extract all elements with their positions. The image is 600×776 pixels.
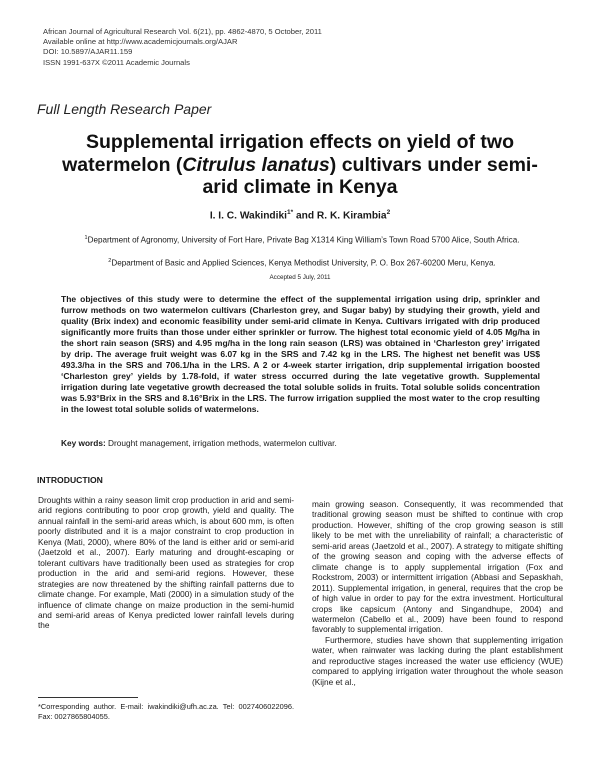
author-1: I. I. C. Wakindiki (209, 210, 287, 222)
affiliation-1-text: Department of Agronomy, University of Fort Hare, Private Bag X1314 King William’s Town Road 5700 Alice, South Africa. (87, 235, 520, 245)
body-paragraph: Furthermore, studies have shown that supplementing irrigation water, when rainwater was lacking during the plant establishment and reproductive stages increased the water use efficiency (WUE) compared to applying irrigation water throughout the whole season (Kijne et al., (312, 634, 563, 687)
journal-availability: Available online at http://www.academicjournals.org/AJAR (43, 37, 238, 47)
title-part-2: ) cultivars under semi-arid climate in Kenya (202, 153, 538, 198)
author-list (0, 209, 600, 221)
author-2-marker: 2 (386, 209, 391, 216)
title-part-1: Supplemental irrigation effects on yield of two watermelon ( (62, 131, 514, 176)
abstract: The objectives of this study were to determine the effect of the supplemental irrigation using drip, sprinkler and furrow methods on two watermelon cultivars (Charleston grey, and Sugar baby) by studying their growth, yield and quality (Brix index) and economic feasibility under semi-arid climate in Kenya. Cultivars irrigated with drip produced significantly more fruits than those under either sprinkler or furrow. The highest total economic yield of 4.05 Mg/ha in the short rain season (SRS) and 4.95 mg/ha in the long rain season (LRS) was obtained in ‘Charleston grey’ irrigated by drip. The average fruit weight was 6.07 kg in the SRS and 7.42 kg in the LRS. The highest net benefit was US$ 493.3/ha in the SRS and 706.1/ha in the LRS. A 2 or 4-week starter irrigation, drip supplemental irrigation boosted ‘Charleston grey’ yields by 1.78-fold, if water stress occurred during the late vegetative growth. Supplemental irrigation during late vegetative growth decreased the total soluble solids in fruits. Total soluble solids concentration was 5.93°Brix in the SRS and 8.16°Brix in the LRS. The furrow irrigation supplied the most water to the crop resulting in the lowest total soluble solids of watermelons. (61, 294, 540, 415)
section-heading: INTRODUCTION (37, 475, 103, 485)
affiliation-1 (52, 233, 552, 246)
title-species: Citrulus lanatus (182, 153, 330, 176)
affiliation-1-marker: 1 (84, 235, 88, 241)
footnote-divider (38, 697, 138, 698)
affiliation-2-text: Department of Basic and Applied Sciences, Kenya Methodist University, P. O. Box 267-60200 Meru, Kenya. (111, 258, 496, 268)
body-paragraph: main growing season. Consequently, it was recommended that traditional growing season must be shifted to continue with crop production. However, shifting of the crop growing season is still likely to be met with the unreliability of rainfall; a characteristic of semi-arid areas (Jaetzold et al., 2007). A strategy to mitigate shifting of the growing season and coping with the adverse effects of climate change is to apply supplemental irrigation (Fox and Rockstrom, 2003) or intermittent irrigation (Abbasi and Sepaskhah, 2011). Supplemental irrigation, in general, requires that the crop be of high value in order to pay for the extra investment. Horticultural crops like capsicum (Antony and Singandhupe, 2004) and watermelon (Cabello et al., 2009) have been found to respond favorably to supplemental irrigation. (312, 499, 563, 635)
paper-title (62, 131, 538, 199)
author-conjunction: and (293, 210, 317, 222)
paper-type: Full Length Research Paper (37, 101, 212, 117)
keywords (61, 438, 540, 448)
author-1-marker: 1* (286, 209, 294, 216)
affiliation-2-marker: 2 (108, 258, 112, 264)
keywords-label: Key words: (61, 438, 106, 448)
accepted-date: Accepted 5 July, 2011 (269, 274, 331, 281)
doi: DOI: 10.5897/AJAR11.159 (43, 47, 133, 57)
journal-header (43, 27, 322, 68)
body-column-left: Droughts within a rainy season limit crop production in arid and semi-arid regions contributing to poor crop growth, yield and quality. The annual rainfall in the semi-arid areas which, is about 600 mm, is often poorly distributed and it is a major constraint to crop production in Kenya (Mati, 2000), where 80% of the land is either arid or semi-arid (Jaetzold et al., 2007). Early maturing and drought-escaping or tolerant cultivars have traditionally been used as strategies for crop production in the arid and semi-arid regions. However, these strategies are now threatened by the shifting rainfall patterns due to climate change. For example, Mati (2000) in a simulation study of the influence of climate change on maize production in the semi-humid and semi-arid areas of Kenya predicted lower rainfall levels during the (38, 495, 294, 631)
corresponding-author-footnote: *Corresponding author. E-mail: iwakindiki@ufh.ac.za. Tel: 0027406022096. Fax: 0027865804055. (38, 702, 294, 721)
affiliation-2 (52, 256, 552, 269)
keywords-text: Drought management, irrigation methods, watermelon cultivar. (105, 438, 337, 448)
author-2: R. K. Kirambia (316, 210, 387, 222)
body-column-right (312, 499, 563, 687)
journal-citation: African Journal of Agricultural Research Vol. 6(21), pp. 4862-4870, 5 October, 2011 (43, 27, 322, 36)
issn: ISSN 1991-637X ©2011 Academic Journals (43, 57, 190, 67)
